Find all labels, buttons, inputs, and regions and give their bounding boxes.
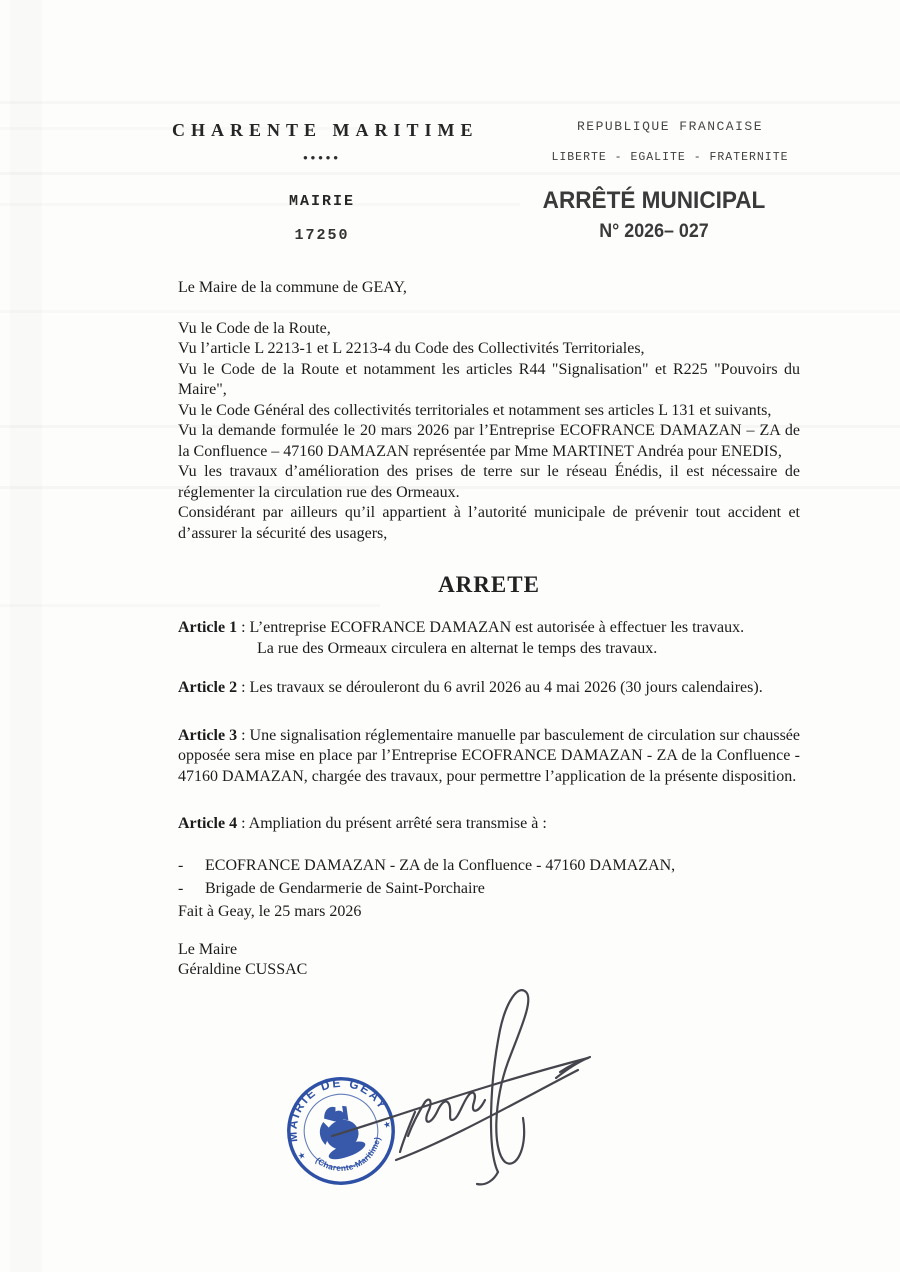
article-2: [178, 678, 800, 699]
article-3-text: Article 3 : Une signalisation réglementaire manuelle par basculement de circulation sur chaussée opposée sera mise en place par l’Entreprise ECOFRANCE DAMAZAN - ZA de la Confluence - 47160 DAMAZAN, chargée des travaux, pour permettre l’application de la présente disposition.: [178, 726, 801, 785]
signatory-name: Géraldine CUSSAC: [178, 961, 308, 978]
recital: Considérant par ailleurs qu’il appartient à l’autorité municipale de prévenir tout accident et d’assurer la sécurité des usagers,: [178, 504, 800, 542]
article-3: [178, 726, 800, 788]
article-label: Article 4: [178, 815, 238, 832]
title-block: [509, 187, 799, 243]
mayor-signature: [300, 955, 600, 1190]
article-1: [178, 618, 800, 659]
recital: Vu les travaux d’amélioration des prises de terre sur le réseau Énédis, il est nécessaire de réglementer la circulation rue des Ormeaux.: [178, 463, 800, 501]
recitals: [178, 319, 800, 545]
scan-edge-band: [10, 0, 42, 1272]
opening-line: Le Maire de la commune de GEAY,: [178, 279, 407, 296]
separator-dots: •••••: [303, 150, 341, 165]
place-date-line: Fait à Geay, le 25 mars 2026: [178, 902, 362, 920]
scan-artifact: [0, 101, 900, 104]
decree-heading: ARRETE: [438, 572, 540, 597]
postal-code: 17250: [294, 227, 350, 244]
recipients-list: [178, 854, 800, 923]
article-separator: :: [237, 726, 250, 744]
list-dash: -: [178, 879, 184, 897]
recital: Vu l’article L 2213-1 et L 2213-4 du Code des Collectivités Territoriales,: [178, 340, 645, 357]
star-icon: ★: [296, 1149, 307, 1162]
article-separator: :: [237, 679, 250, 696]
signatory-title: Le Maire: [178, 940, 238, 958]
list-dash: -: [178, 856, 184, 874]
article-separator: :: [237, 619, 250, 636]
document-number: N° 2026– 027: [599, 221, 709, 242]
recital: Vu le Code de la Route,: [178, 319, 331, 337]
article-1-text: Article 1 : L’entreprise ECOFRANCE DAMAZAN est autorisée à effectuer les travaux.: [178, 619, 745, 636]
recital: Vu le Code de la Route et notamment les articles R44 "Signalisation" et R225 "Pouvoirs du Maire",: [178, 360, 800, 398]
republic-label: REPUBLIQUE FRANCAISE: [576, 119, 764, 134]
motto-label: LIBERTE - EGALITE - FRATERNITE: [551, 151, 789, 164]
recital: Vu la demande formulée le 20 mars 2026 par l’Entreprise ECOFRANCE DAMAZAN – ZA de la Confluence – 47160 DAMAZAN représentée par Mme MARTINET Andréa pour ENEDIS,: [178, 422, 800, 460]
commune-header: [172, 120, 479, 244]
document-title: ARRÊTÉ MUNICIPAL: [542, 187, 766, 214]
article-separator: :: [237, 815, 249, 832]
document-body: [178, 278, 800, 981]
article-label: Article 3: [178, 726, 238, 744]
recipient-item: - Brigade de Gendarmerie de Saint-Porchaire: [178, 877, 800, 900]
article-4: [178, 814, 800, 835]
recipient-item: - ECOFRANCE DAMAZAN - ZA de la Confluence - 47160 DAMAZAN,: [178, 854, 800, 877]
recital: Vu le Code Général des collectivités territoriales et notamment ses articles L 131 et suivants,: [178, 401, 772, 419]
article-1-extra-line: La rue des Ormeaux circulera en alternat le temps des travaux.: [257, 639, 658, 657]
state-header: [525, 119, 815, 243]
article-label: Article 2: [178, 679, 238, 696]
mairie-label: MAIRIE: [288, 193, 355, 210]
article-2-text: Article 2 : Les travaux se dérouleront du 6 avril 2026 au 4 mai 2026 (30 jours calendaires).: [178, 679, 763, 696]
star-icon: ★: [381, 1118, 393, 1131]
stamp-bottom-text: (Charente-Maritime): [313, 1135, 383, 1173]
department-name: CHARENTE MARITIME: [172, 120, 479, 140]
stamp-top-text: MAIRIE DE GEAY: [285, 1075, 391, 1143]
article-label: Article 1: [178, 619, 238, 636]
article-4-text: Article 4 : Ampliation du présent arrêté sera transmise à :: [178, 815, 547, 832]
